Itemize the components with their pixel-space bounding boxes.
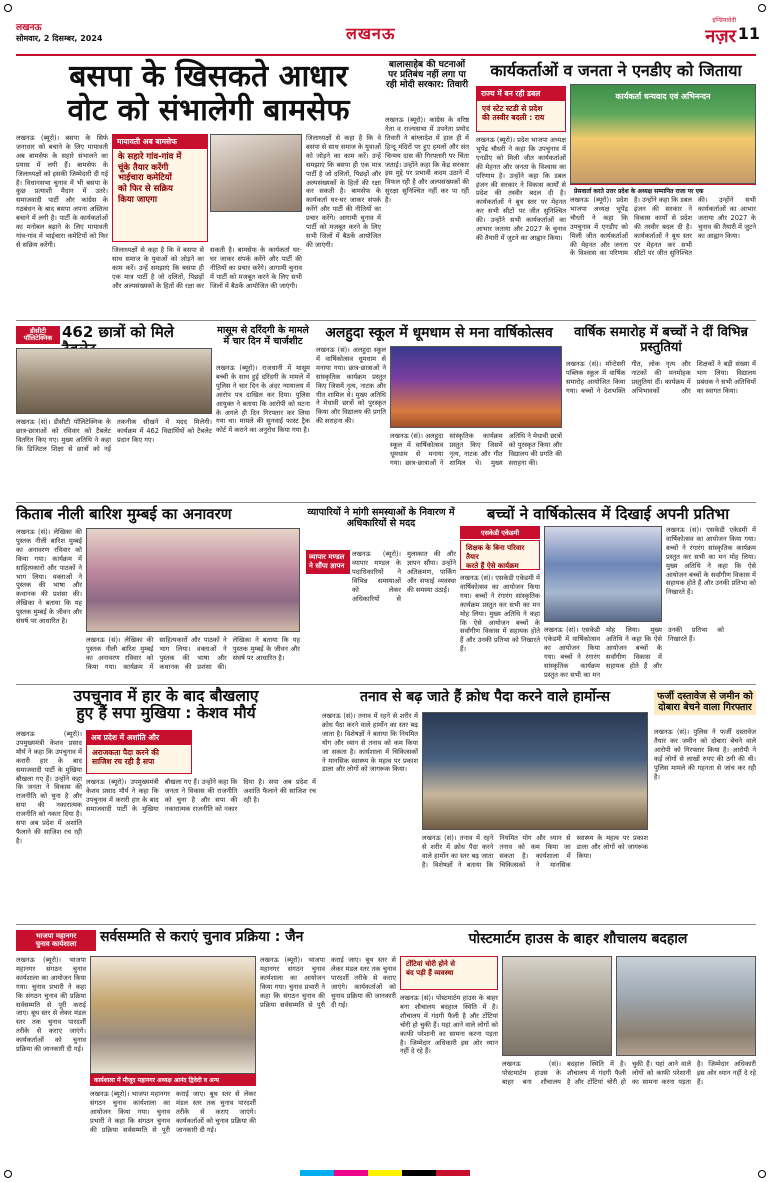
s13-badge: भाजपा महानगर चुनाव कार्यशाला	[16, 930, 96, 951]
s1-headline: बसपा के खिसकते आधार वोट को संभालेगी बामसेफ	[67, 59, 350, 128]
s1-body-right: जिलाध्यक्षों से कहा है कि वे बसपा से साथ समाज के युवाओं को जोड़ने का काम करें। उन्हें समझाएं कि बसपा ही एक मात्र पार्टी है जो दलितों, पिछड़ों और अल्पसंख्यकों के हितों की रक्षा कर सकती है। बामसेफ के कार्यकर्ता घर-घर जाकर संपर्क करेंगे और पार्टी की नीतियों का प्रचार करेंगे। आगामी चुनाव में पार्टी को मजबूत करने के लिए सभी जिलों में बैठकें आयोजित की जाएंगी।	[306, 134, 381, 249]
s8-headline: व्यापारियों ने मांगी समस्याओं के निवारण में अधिकारियों से मदद	[307, 507, 455, 529]
s1-body-left: लखनऊ (ब्यूरो)। बसपा के सिर्फ जनाधार को बचाने के लिए मायावती अब बामसेफ के सहारे संभालने का प्रयास में लगी हैं। बामसेफ के जिलाध्यक्षों को इसकी जिम्मेदारी दी गई है। विधानसभा चुनाव में भी बसपा के कुछ प्रत्याशी मैदान में उतरे। समाजवादी पार्टी और कांग्रेस के गठबंधन के बाद बसपा अपना अस्तित्व बचाने में लगी है। पार्टी के कार्यकर्ताओं का मनोबल बढ़ाने के लिए मायावती गांव-गांव में भाईचारा कमेटियों को फिर से सक्रिय करेंगी।	[16, 134, 108, 249]
s2-body: लखनऊ (ब्यूरो)। प्रदेश भाजपा अध्यक्ष भूपेंद्र चौधरी ने कहा कि उपचुनाव में एनडीए को मिली जीत कार्यकर्ताओं की मेहनत और जनता के विश्वास का परिणाम है। उन्होंने कहा कि डबल इंजन की सरकार ने विकास कार्यों से प्रदेश की तस्वीर बदल दी है। कार्यकर्ताओं ने बूथ स्तर पर मेहनत कर सभी सीटों पर जीत सुनिश्चित की। उन्होंने सभी कार्यकर्ताओं का आभार जताया और 2027 के चुनाव की तैयारी में जुटने का आह्वान किया।	[476, 136, 566, 242]
s1-box-title: मायावती अब बामसेफ	[113, 135, 207, 149]
masthead-rule	[16, 54, 756, 56]
s2-highlight-box	[476, 86, 566, 132]
s7-photo	[86, 528, 300, 632]
registration-mark	[758, 1170, 766, 1178]
s14-box-line: बंद पड़ी हैं व्यवस्था	[406, 968, 454, 977]
s2-photo	[570, 84, 756, 184]
s13-body: लखनऊ (ब्यूरो)। भाजपा महानगर संगठन चुनाव कार्यशाला का आयोजन किया गया। चुनाव प्रभारी ने कहा कि संगठन चुनाव की प्रक्रिया सर्वसम्मति से पूरी कराई जाए। बूथ स्तर से लेकर मंडल स्तर तक चुनाव पारदर्शी तरीके से कराए जाएंगे। कार्यकर्ताओं को चुनाव प्रक्रिया की जानकारी दी गई।	[16, 956, 86, 1054]
s13-photo	[90, 956, 256, 1074]
s9-highlight-box	[460, 540, 540, 570]
s14-photo-1	[502, 956, 612, 1056]
s6-headline: वार्षिक समारोह में बच्चों ने दीं विभिन्न प्रस्तुतियां	[574, 325, 748, 355]
s10-headline: उपचुनाव में हार के बाद बौखलाए हुए हैं सपा मुखिया : केशव मौर्य	[73, 687, 259, 723]
s9-body: लखनऊ (सं)। एसकेडी एकेडमी में वार्षिकोत्सव का आयोजन किया गया। बच्चों ने रंगारंग सांस्कृतिक कार्यक्रम प्रस्तुत कर सभी का मन मोह लिया। मुख्य अतिथि ने कहा कि ऐसे आयोजन बच्चों के सर्वांगीण विकास में सहायक होते हैं और उनकी प्रतिभा को निखारते हैं।	[460, 574, 540, 654]
s9-headline: बच्चों ने वार्षिकोत्सव में दिखाई अपनी प्रतिभा	[486, 505, 730, 523]
s2-box-line: एवं स्टेट स्टडी से प्रदेश	[482, 104, 543, 113]
s2-banner: कार्यकर्ता धन्यवाद एवं अभिनन्दन	[615, 92, 711, 101]
brand-logo: नज़र	[705, 26, 736, 47]
s14-box-line: टोंटियां चोरी होने से	[406, 960, 455, 968]
s7-headline: किताब नीली बारिश मुम्बई का अनावरण	[16, 505, 232, 523]
divider	[16, 684, 756, 685]
s12-body: लखनऊ (सं)। पुलिस ने फर्जी दस्तावेज तैयार कर जमीन को दोबारा बेचने वाले आरोपी को गिरफ्तार किया है। आरोपी ने कई लोगों से लाखों रुपए की ठगी की थी। पुलिस मामले की गहनता से जांच कर रही है।	[654, 728, 756, 781]
s5-headline: अलहुदा स्कूल में धूमधाम से मना वार्षिकोत्सव	[325, 325, 553, 341]
s7-body: लखनऊ (सं)। लेखिका की पुस्तक नीली बारिश मुम्बई का अनावरण रविवार को किया गया। कार्यक्रम में साहित्यकारों और पाठकों ने भाग लिया। वक्ताओं ने पुस्तक की भाषा और कथानक की प्रशंसा की। लेखिका ने बताया कि यह पुस्तक मुम्बई के जीवन और संघर्ष पर आधारित है।	[16, 528, 82, 626]
masthead-date: सोमवार, 2 दिसम्बर, 2024	[16, 34, 103, 43]
s14-body-cont: लखनऊ (सं)। पोस्टमार्टम हाउस के बाहर बना शौचालय बदहाल स्थिति में है। शौचालय में गंदगी फैली है और टोंटियां चोरी हो चुकी हैं। यहां आने वाले लोगों को काफी परेशानी का सामना करना पड़ता है। जिम्मेदार अधिकारी इस ओर ध्यान नहीं दे रहे हैं।	[502, 1060, 756, 1086]
s3-body: लखनऊ (सं)। डीसीटी पॉलिटेक्निक के छात्र-छात्राओं को रविवार को टैबलेट वितरित किए गए। मुख्य अतिथि ने कहा कि डिजिटल शिक्षा से छात्रों को नई तकनीक सीखने में मदद मिलेगी। कार्यक्रम में 462 विद्यार्थियों को टैबलेट प्रदान किए गए।	[16, 418, 212, 453]
s1-box-line: भाईचारा कमेटियों	[118, 173, 172, 184]
s5-body-cont: लखनऊ (सं)। अलहुदा स्कूल में वार्षिकोत्सव धूमधाम से मनाया गया। छात्र-छात्राओं ने सांस्कृतिक कार्यक्रम प्रस्तुत किए जिसमें नृत्य, नाटक और गीत शामिल थे। मुख्य अतिथि ने मेधावी छात्रों को पुरस्कृत किया और विद्यालय की प्रगति की सराहना की।	[390, 432, 562, 467]
s14-highlight-box	[400, 956, 498, 990]
s1-box-line: किया जाएगा	[118, 194, 158, 205]
s9-photo	[544, 526, 662, 622]
registration-mark	[4, 1170, 12, 1178]
s2-headline: कार्यकर्ताओं व जनता ने एनडीए को जिताया	[490, 61, 742, 80]
s10-box-title: अब प्रदेश में अशांति और	[87, 731, 191, 745]
s9-body-cont: लखनऊ (सं)। एसकेडी एकेडमी में वार्षिकोत्सव का आयोजन किया गया। बच्चों ने रंगारंग सांस्कृतिक कार्यक्रम प्रस्तुत कर सभी का मन मोह लिया। मुख्य अतिथि ने कहा कि ऐसे आयोजन बच्चों के सर्वांगीण विकास में सहायक होते हैं और उनकी प्रतिभा को निखारते हैं।	[544, 626, 724, 679]
s2-caption: प्रेसवार्ता करते उत्तर प्रदेश के अध्यक्ष सम्मानित राजा पर एक	[570, 184, 756, 197]
s13-caption: कार्यशाला में मौजूद महानगर अध्यक्ष आनंद द्विवेदी व अन्य	[90, 1074, 256, 1086]
s1r-headline: बालासाहेब की घटनाओं पर प्रतिबंध नहीं लगा पा रही मोदी सरकार: तिवारी	[385, 60, 469, 91]
s13-body-right: लखनऊ (ब्यूरो)। भाजपा महानगर संगठन चुनाव कार्यशाला का आयोजन किया गया। चुनाव प्रभारी ने कहा कि संगठन चुनाव की प्रक्रिया सर्वसम्मति से पूरी कराई जाए। बूथ स्तर से लेकर मंडल स्तर तक चुनाव पारदर्शी तरीके से कराए जाएंगे। कार्यकर्ताओं को चुनाव प्रक्रिया की जानकारी दी गई।	[260, 956, 396, 1009]
s10-body: लखनऊ (ब्यूरो)। उपमुख्यमंत्री केशव प्रसाद मौर्य ने कहा कि उपचुनाव में करारी हार के बाद समाजवादी पार्टी के मुखिया बौखला गए हैं। उन्होंने कहा कि जनता ने विकास की राजनीति को चुना है और सपा की नकारात्मक राजनीति को नकार दिया है। सपा अब प्रदेश में अशांति फैलाने की साजिश रच रही है।	[16, 730, 82, 845]
s11-headline: तनाव से बढ़ जाते हैं क्रोध पैदा करने वाले हार्मोन्स	[360, 689, 610, 705]
s11-photo	[422, 712, 648, 830]
s13-headline: सर्वसम्मति से कराएं चुनाव प्रक्रिया : जैन	[100, 929, 304, 945]
page-number: 11	[737, 24, 760, 43]
s5-photo	[390, 346, 562, 428]
s10-body-cont: लखनऊ (ब्यूरो)। उपमुख्यमंत्री केशव प्रसाद मौर्य ने कहा कि उपचुनाव में करारी हार के बाद समाजवादी पार्टी के मुखिया बौखला गए हैं। उन्होंने कहा कि जनता ने विकास की राजनीति को चुना है और सपा की नकारात्मक राजनीति को नकार दिया है। सपा अब प्रदेश में अशांति फैलाने की साजिश रच रही है।	[86, 778, 316, 813]
s9-box-line: करते हैं ऐसे कार्यक्रम	[466, 561, 519, 570]
s1r-body: लखनऊ (ब्यूरो)। कांग्रेस के वरिष्ठ नेता व राज्यसभा में उपनेता प्रमोद तिवारी ने बांग्लादेश में हाल ही में हिन्दू मंदिरों पर हुए हमलों और संत चिन्मय दास की गिरफ्तारी पर चिंता जताई। उन्होंने कहा कि केंद्र सरकार इस मुद्दे पर प्रभावी कदम उठाने में विफल रही है और अल्पसंख्यकों की सुरक्षा सुनिश्चित नहीं कर पा रही है।	[385, 116, 469, 205]
s8-body: लखनऊ (ब्यूरो)। व्यापार मण्डल के पदाधिकारियों ने विभिन्न समस्याओं को लेकर अधिकारियों से मुलाकात की और ज्ञापन सौंपा। उन्होंने अतिक्रमण, पार्किंग और सफाई व्यवस्था की समस्या उठाई।	[352, 550, 456, 603]
divider	[16, 502, 756, 503]
s1-highlight-box	[112, 134, 208, 242]
s14-photo-2	[616, 956, 756, 1056]
divider	[16, 924, 756, 925]
s2-box-line: की तस्वीर बदली : राय	[482, 113, 545, 123]
s10-box-line: साजिश रच रही है सपा	[92, 757, 155, 767]
s11-body: लखनऊ (सं)। तनाव में रहने से शरीर में क्रोध पैदा करने वाले हार्मोन का स्तर बढ़ जाता है। विशेषज्ञों ने बताया कि नियमित योग और ध्यान से तनाव को कम किया जा सकता है। कार्यशाला में चिकित्सकों ने मानसिक स्वास्थ्य के महत्व पर प्रकाश डाला और लोगों को जागरूक किया।	[322, 712, 418, 774]
s10-box-line: अराजकता पैदा करने की	[92, 748, 159, 757]
s6-body: लखनऊ (सं)। मॉन्टेसरी पब्लिक स्कूल में वार्षिक समारोह आयोजित किया गया। बच्चों ने देशभक्ति गीत, लोक नृत्य और नाटकों की मनमोहक प्रस्तुतियां दीं। कार्यक्रम में अभिभावकों और शिक्षकों ने बड़ी संख्या में भाग लिया। विद्यालय प्रबंधक ने सभी अतिथियों का स्वागत किया।	[566, 360, 756, 395]
s10-highlight-box	[86, 730, 192, 774]
s1-box-line: के सहारे गांव-गांव में	[118, 152, 182, 162]
s5-body: लखनऊ (सं)। अलहुदा स्कूल में वार्षिकोत्सव धूमधाम से मनाया गया। छात्र-छात्राओं ने सांस्कृतिक कार्यक्रम प्रस्तुत किए जिसमें नृत्य, नाटक और गीत शामिल थे। मुख्य अतिथि ने मेधावी छात्रों को पुरस्कृत किया और विद्यालय की प्रगति की सराहना की।	[316, 346, 386, 426]
s2-body-cont: लखनऊ (ब्यूरो)। प्रदेश भाजपा अध्यक्ष भूपेंद्र चौधरी ने कहा कि उपचुनाव में एनडीए को मिली जीत कार्यकर्ताओं की मेहनत और जनता के विश्वास का परिणाम है। उन्होंने कहा कि डबल इंजन की सरकार ने विकास कार्यों से प्रदेश की तस्वीर बदल दी है। कार्यकर्ताओं ने बूथ स्तर पर मेहनत कर सभी सीटों पर जीत सुनिश्चित की। उन्होंने सभी कार्यकर्ताओं का आभार जताया और 2027 के चुनाव की तैयारी में जुटने का आह्वान किया।	[570, 196, 756, 258]
s7-body-cont: लखनऊ (सं)। लेखिका की पुस्तक नीली बारिश मुम्बई का अनावरण रविवार को किया गया। कार्यक्रम में साहित्यकारों और पाठकों ने भाग लिया। वक्ताओं ने पुस्तक की भाषा और कथानक की प्रशंसा की। लेखिका ने बताया कि यह पुस्तक मुम्बई के जीवन और संघर्ष पर आधारित है।	[86, 636, 300, 671]
masthead-city: लखनऊ	[16, 23, 42, 33]
s14-body: लखनऊ (सं)। पोस्टमार्टम हाउस के बाहर बना शौचालय बदहाल स्थिति में है। शौचालय में गंदगी फैली है और टोंटियां चोरी हो चुकी हैं। यहां आने वाले लोगों को काफी परेशानी का सामना करना पड़ता है। जिम्मेदार अधिकारी इस ओर ध्यान नहीं दे रहे हैं।	[400, 994, 498, 1056]
s9-box-line: शिक्षक के बिना परिवार तैयार	[466, 544, 525, 561]
s4-headline: मासूम से दरिंदगी के मामले में चार दिन में चार्जशीट	[217, 325, 309, 347]
s9-badge: एसकेडी एकेडमी	[460, 526, 540, 539]
s11-body-cont: लखनऊ (सं)। तनाव में रहने से शरीर में क्रोध पैदा करने वाले हार्मोन का स्तर बढ़ जाता है। विशेषज्ञों ने बताया कि नियमित योग और ध्यान से तनाव को कम किया जा सकता है। कार्यशाला में चिकित्सकों ने मानसिक स्वास्थ्य के महत्व पर प्रकाश डाला और लोगों को जागरूक किया।	[422, 834, 648, 869]
divider	[16, 320, 756, 321]
s9-body-right: लखनऊ (सं)। एसकेडी एकेडमी में वार्षिकोत्सव का आयोजन किया गया। बच्चों ने रंगारंग सांस्कृतिक कार्यक्रम प्रस्तुत कर सभी का मन मोह लिया। मुख्य अतिथि ने कहा कि ऐसे आयोजन बच्चों के सर्वांगीण विकास में सहायक होते हैं और उनकी प्रतिभा को निखारते हैं।	[666, 526, 756, 597]
s13-body-cont: लखनऊ (ब्यूरो)। भाजपा महानगर संगठन चुनाव कार्यशाला का आयोजन किया गया। चुनाव प्रभारी ने कहा कि संगठन चुनाव की प्रक्रिया सर्वसम्मति से पूरी कराई जाए। बूथ स्तर से लेकर मंडल स्तर तक चुनाव पारदर्शी तरीके से कराए जाएंगे। कार्यकर्ताओं को चुनाव प्रक्रिया की जानकारी दी गई।	[90, 1090, 256, 1134]
s1-box-line: चूंके तैयार करेंगी	[118, 162, 169, 173]
section-label: लखनऊ	[346, 24, 396, 43]
brand-small: इण्डियावेदी	[712, 17, 736, 24]
s12-headline: फर्जी दस्तावेज से जमीन को दोबारा बेचने वाला गिरफ्तार	[654, 690, 756, 715]
color-bar	[300, 1170, 470, 1176]
s3-badge: डीसीटी पॉलिटेक्निक	[16, 326, 60, 344]
s14-headline: पोस्टमार्टम हाउस के बाहर शौचालय बदहाल	[468, 931, 688, 947]
mayawati-photo	[210, 134, 302, 212]
s3-headline: 462 छात्रों को मिले	[62, 323, 174, 341]
masthead	[16, 16, 760, 52]
registration-mark	[4, 4, 12, 12]
s4-body: लखनऊ (ब्यूरो)। राजधानी में मासूम बच्ची के साथ हुई दरिंदगी के मामले में पुलिस ने चार दिन के अंदर न्यायालय में आरोप पत्र दाखिल कर दिया। पुलिस आयुक्त ने बताया कि आरोपी को घटना के अगले ही दिन गिरफ्तार कर लिया गया था। मामले की सुनवाई फास्ट ट्रैक कोर्ट में कराने का अनुरोध किया गया है।	[216, 364, 310, 435]
s1-body-mid: जिलाध्यक्षों से कहा है कि वे बसपा से साथ समाज के युवाओं को जोड़ने का काम करें। उन्हें समझाएं कि बसपा ही एक मात्र पार्टी है जो दलितों, पिछड़ों और अल्पसंख्यकों के हितों की रक्षा कर सकती है। बामसेफ के कार्यकर्ता घर-घर जाकर संपर्क करेंगे और पार्टी की नीतियों का प्रचार करेंगे। आगामी चुनाव में पार्टी को मजबूत करने के लिए सभी जिलों में बैठकें आयोजित की जाएंगी।	[112, 246, 302, 290]
s3-photo	[16, 348, 212, 414]
s2-box-title: राज्य में बन रही डबल	[477, 87, 565, 101]
s8-box: व्यापार मण्डल ने सौंपा ज्ञापन	[306, 550, 350, 574]
s1-box-line: को फिर से सक्रिय	[118, 183, 173, 194]
registration-mark	[758, 4, 766, 12]
